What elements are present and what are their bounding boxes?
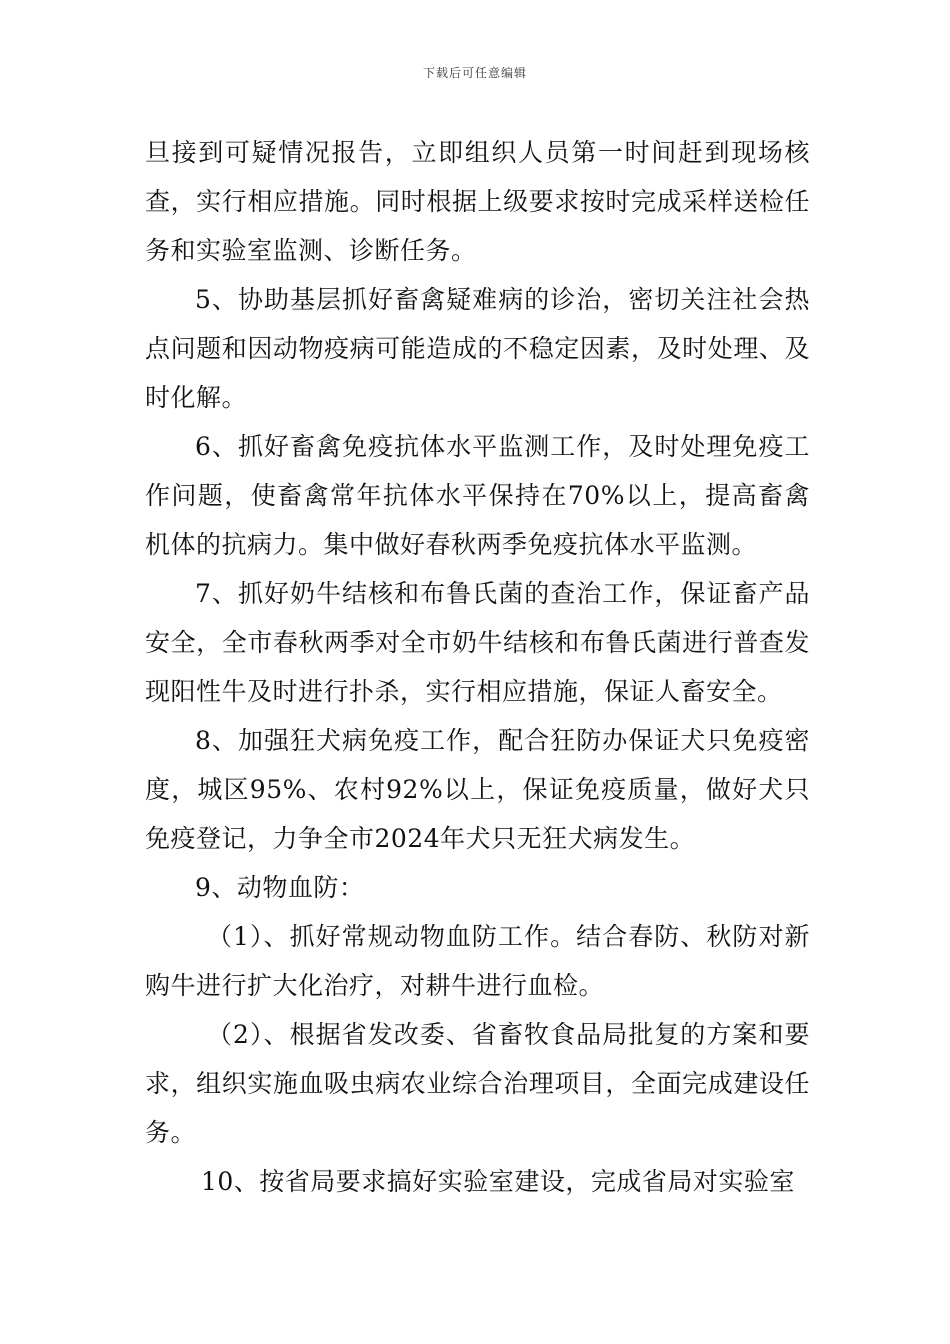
paragraph-item-8: 8、加强狂犬病免疫工作，配合狂防办保证犬只免疫密度，城区95%、农村92%以上，保证免疫质量，做好犬只免疫登记，力争全市2024年犬只无狂犬病发生。 bbox=[145, 726, 810, 853]
paragraph-item-5: 5、协助基层抓好畜禽疑难病的诊治，密切关注社会热点问题和因动物疫病可能造成的不稳定因素，及时处理、及时化解。 bbox=[145, 285, 810, 412]
page-header: 下载后可任意编辑 bbox=[422, 66, 527, 80]
paragraph-item-9: 9、动物血防： bbox=[195, 873, 365, 902]
paragraph-item-6: 6、抓好畜禽免疫抗体水平监测工作，及时处理免疫工作问题，使畜禽常年抗体水平保持在70%以上，提高畜禽机体的抗病力。集中做好春秋两季免疫抗体水平监测。 bbox=[145, 432, 810, 559]
paragraph-item-10: 10、按省局要求搞好实验室建设，完成省局对实验室 bbox=[201, 1167, 795, 1196]
paragraph-item-7: 7、抓好奶牛结核和布鲁氏菌的查治工作，保证畜产品安全，全市春秋两季对全市奶牛结核和布鲁氏菌进行普查发现阳性牛及时进行扑杀，实行相应措施，保证人畜安全。 bbox=[145, 579, 810, 706]
paragraph-item-9-1: （1）、抓好常规动物血防工作。结合春防、秋防对新购牛进行扩大化治疗，对耕牛进行血检。 bbox=[145, 922, 810, 1000]
paragraph-item-9-2: （2）、根据省发改委、省畜牧食品局批复的方案和要求，组织实施血吸虫病农业综合治理项目，全面完成建设任务。 bbox=[145, 1020, 810, 1147]
paragraph-continuation: 旦接到可疑情况报告，立即组织人员第一时间赶到现场核查，实行相应措施。同时根据上级要求按时完成采样送检任务和实验室监测、诊断任务。 bbox=[145, 138, 810, 265]
document-body bbox=[145, 128, 810, 1206]
